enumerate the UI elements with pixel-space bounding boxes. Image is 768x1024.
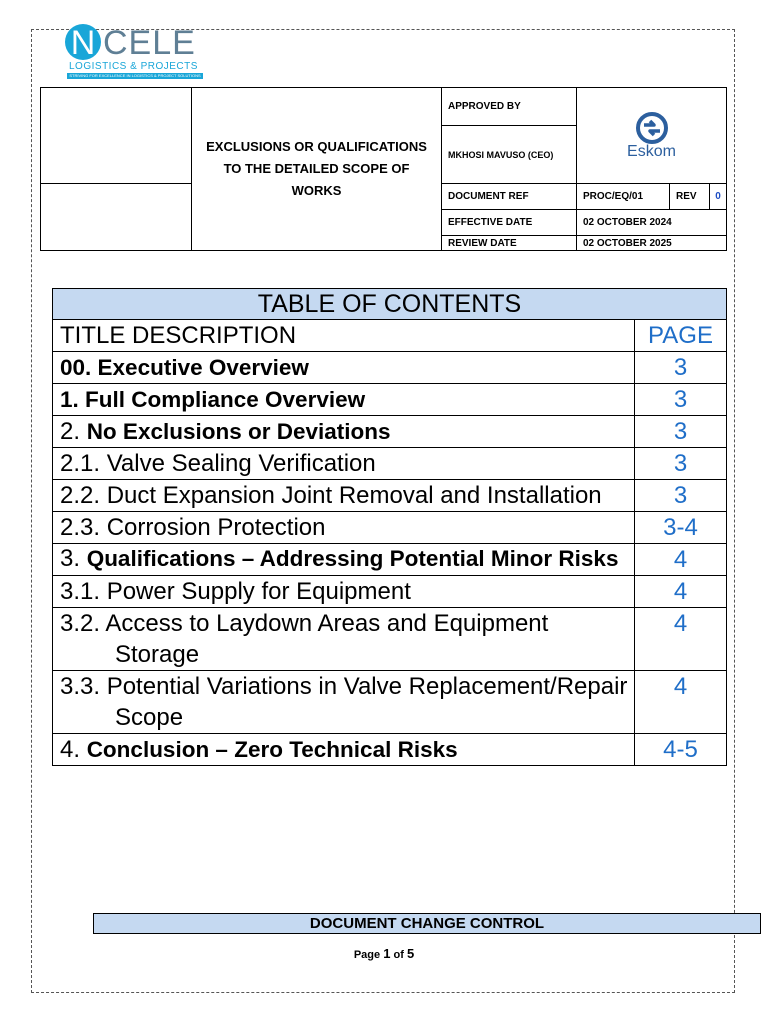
toc-entry[interactable] [53,448,635,480]
toc-entry-number: 4. [60,736,81,763]
toc-entry-title[interactable]: 00. Executive Overview [53,352,635,384]
toc-entry-page: 4 [635,544,727,576]
toc-entry-number: 2. [60,418,81,445]
document-title: EXCLUSIONS OR QUALIFICATIONS TO THE DETAILED SCOPE OF WORKS [192,88,442,251]
toc-entry-number: 2.2. [60,482,101,509]
toc-entry-number: 3.1. [60,578,101,605]
approver-name: MKHOSI MAVUSO (CEO) [442,126,577,184]
toc-entry[interactable] [53,734,635,766]
logo-tagline: STRIVING FOR EXCELLENCE IN LOGISTICS & PROJECT SOLUTIONS [67,73,203,79]
eskom-wordmark: Eskom [627,142,676,160]
document-ref-label: DOCUMENT REF [442,184,577,210]
table-row [53,352,727,384]
toc-entry-page: 4 [635,671,727,734]
eskom-emblem-icon [635,111,669,145]
logo-letter: N [70,24,96,62]
toc-entry-title: Potential Variations in Valve Replacement/Repair Scope [106,673,628,731]
approved-by-label: APPROVED BY [442,88,577,126]
header-blank-cell-top [41,88,192,184]
toc-entry-number: 2.1. [60,450,101,477]
toc-entry-page: 3 [635,480,727,512]
table-row [53,416,727,448]
toc-entry[interactable] [53,480,635,512]
page-number [0,946,768,961]
toc-entry-title: Corrosion Protection [106,514,326,541]
table-row [53,384,727,416]
toc-entry-number: 2.3. [60,514,101,541]
header-blank-cell-bottom [41,184,192,251]
toc-entry-title: Power Supply for Equipment [106,578,411,605]
client-logo-cell [577,88,727,184]
rev-value: 0 [710,184,727,210]
toc-entry-title: Access to Laydown Areas and Equipment Storage [105,610,549,668]
rev-label: REV [670,184,710,210]
toc-entry-page: 4 [635,576,727,608]
table-row [53,608,727,671]
effective-date-label: EFFECTIVE DATE [442,210,577,236]
toc-entry-title: Conclusion – Zero Technical Risks [86,737,458,762]
document-header-table [40,87,727,251]
toc-entry-page: 4 [635,608,727,671]
logo-word: CELE [103,24,196,62]
table-row [53,671,727,734]
toc-entry-title[interactable]: 1. Full Compliance Overview [53,384,635,416]
table-row [53,480,727,512]
toc-entry-title: No Exclusions or Deviations [86,419,391,444]
toc-heading: TABLE OF CONTENTS [53,289,727,320]
toc-entry-title: Valve Sealing Verification [106,450,376,477]
eskom-logo [583,111,720,161]
toc-column-page: PAGE [635,320,727,352]
toc-entry[interactable] [53,671,635,734]
toc-entry-title: Qualifications – Addressing Potential Minor Risks [86,546,619,571]
toc-entry-number: 3. [60,545,81,572]
toc-entry-page: 3 [635,416,727,448]
page-word: Page [353,949,381,961]
toc-entry[interactable] [53,512,635,544]
table-row [53,734,727,766]
table-of-contents [52,288,727,766]
document-ref-value: PROC/EQ/01 [577,184,670,210]
toc-entry-number: 3.2. [60,610,101,637]
table-row [53,544,727,576]
table-row [53,448,727,480]
toc-entry-page: 3 [635,352,727,384]
review-date-value: 02 OCTOBER 2025 [577,236,727,251]
toc-column-title: TITLE DESCRIPTION [53,320,635,352]
table-row [53,512,727,544]
toc-entry[interactable] [53,608,635,671]
of-word: of [393,949,404,961]
document-change-control-heading: DOCUMENT CHANGE CONTROL [93,913,761,934]
toc-entry-title: Duct Expansion Joint Removal and Installation [106,482,602,509]
review-date-label: REVIEW DATE [442,236,577,251]
toc-entry-page: 4-5 [635,734,727,766]
logo-subtitle: LOGISTICS & PROJECTS [69,61,198,72]
current-page: 1 [383,946,391,961]
toc-entry[interactable] [53,544,635,576]
company-logo [63,24,208,82]
toc-entry-page: 3-4 [635,512,727,544]
table-row [53,576,727,608]
toc-entry[interactable] [53,576,635,608]
effective-date-value: 02 OCTOBER 2024 [577,210,727,236]
total-pages: 5 [406,946,415,961]
toc-entry[interactable] [53,416,635,448]
toc-entry-page: 3 [635,448,727,480]
toc-entry-number: 3.3. [60,673,101,700]
toc-entry-page: 3 [635,384,727,416]
